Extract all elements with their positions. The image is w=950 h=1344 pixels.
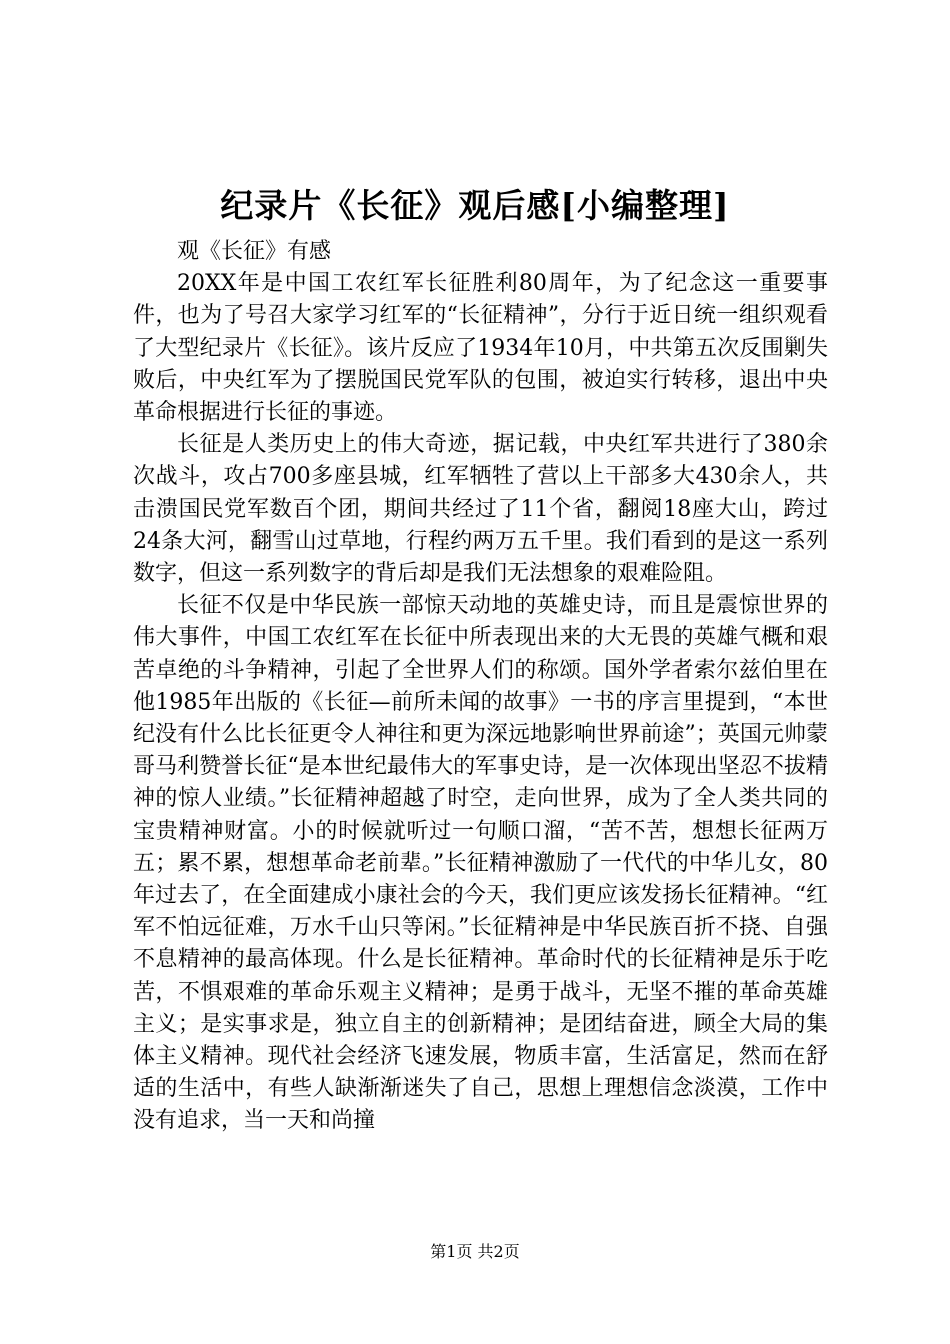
paragraph: 长征是人类历史上的伟大奇迹，据记载，中央红军共进行了380余次战斗，攻占700多座县城，红军牺牲了营以上干部多大430余人，共击溃国民党军数百个团，期间共经过了11个省，翻阅18座大山，跨过24条大河，翻雪山过草地，行程约两万五千里。我们看到的是这一系列数字，但这一系列数字的背后却是我们无法想象的艰难险阻。 xyxy=(133,432,828,587)
document-subtitle: 观《长征》有感 xyxy=(177,239,332,264)
document-body xyxy=(133,236,828,1138)
paragraph: 20XX年是中国工农红军长征胜利80周年，为了纪念这一重要事件，也为了号召大家学习红军的“长征精神”，分行于近日统一组织观看了大型纪录片《长征》。该片反应了1934年10月，中共第五次反围剿失败后，中央红军为了摆脱国民党军队的包围，被迫实行转移，退出中央革命根据进行长征的事迹。 xyxy=(133,271,828,426)
page-number-footer: 第1页 共2页 xyxy=(430,1242,520,1261)
document-title: 纪录片《长征》观后感[小编整理] xyxy=(220,186,730,225)
paragraph: 长征不仅是中华民族一部惊天动地的英雄史诗，而且是震惊世界的伟大事件，中国工农红军在长征中所表现出来的大无畏的英雄气概和艰苦卓绝的斗争精神，引起了全世界人们的称颂。国外学者索尔兹伯里在他1985年出版的《长征—前所未闻的故事》一书的序言里提到，“本世纪没有什么比长征更令人神往和更为深远地影响世界前途”；英国元帅蒙哥马利赞誉长征“是本世纪最伟大的军事史诗，是一次体现出坚忍不拔精神的惊人业绩。”长征精神超越了时空，走向世界，成为了全人类共同的宝贵精神财富。小的时候就听过一句顺口溜，“苦不苦，想想长征两万五；累不累，想想革命老前辈。”长征精神激励了一代代的中华儿女，80年过去了，在全面建成小康社会的今天，我们更应该发扬长征精神。“红军不怕远征难，万水千山只等闲。”长征精神是中华民族百折不挠、自强不息精神的最高体现。什么是长征精神。革命时代的长征精神是乐于吃苦，不惧艰难的革命乐观主义精神；是勇于战斗，无坚不摧的革命英雄主义；是实事求是，独立自主的创新精神；是团结奋进，顾全大局的集体主义精神。现代社会经济飞速发展，物质丰富，生活富足，然而在舒适的生活中，有些人缺渐渐迷失了自己，思想上理想信念淡漠，工作中没有追求，当一天和尚撞 xyxy=(133,593,828,1134)
